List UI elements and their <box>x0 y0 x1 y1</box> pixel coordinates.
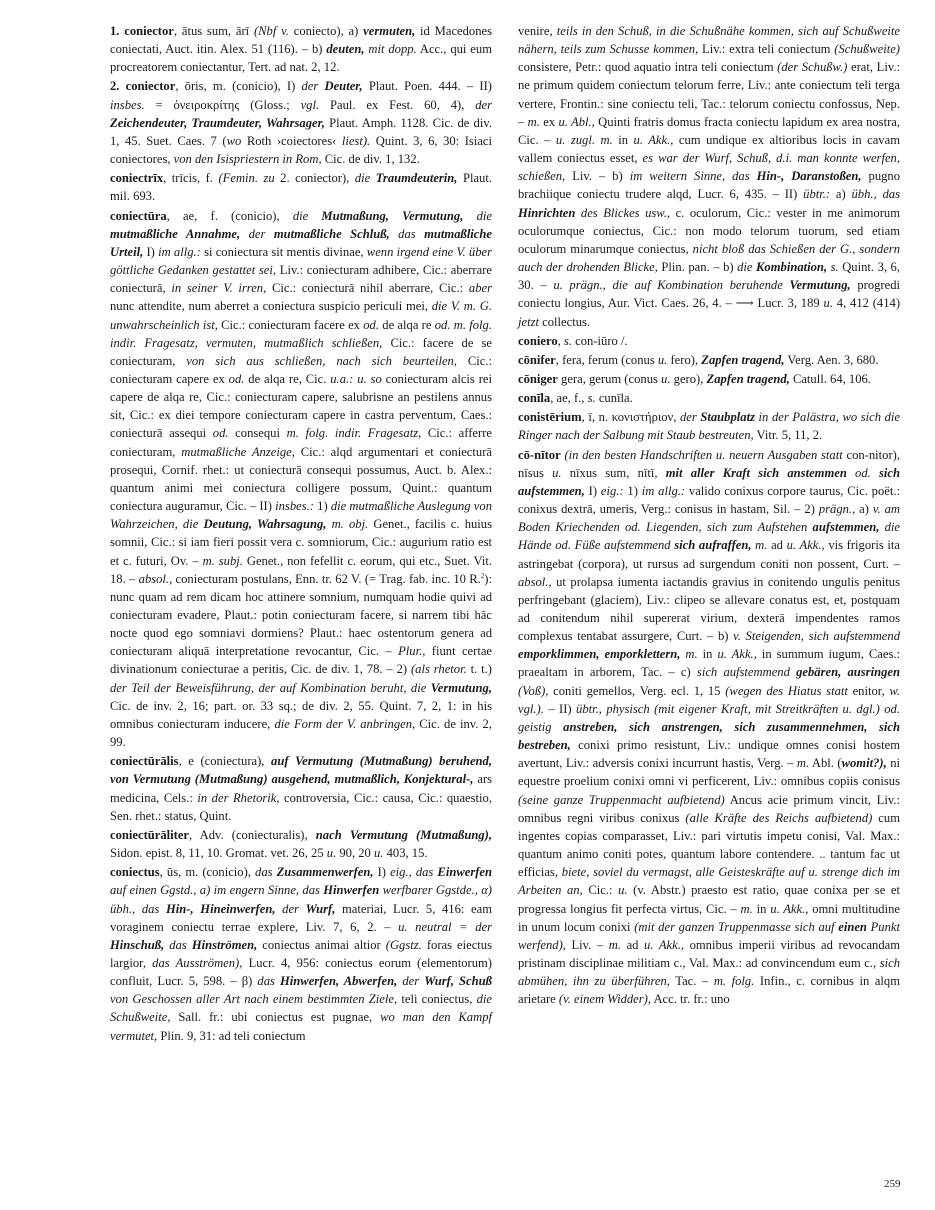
dictionary-entry <box>518 332 900 350</box>
dictionary-entry <box>518 370 900 388</box>
entry-lemma: conistērium <box>518 410 582 425</box>
entry-lemma: conīla <box>518 391 551 406</box>
entry-lemma: cōnifer <box>518 352 556 367</box>
dictionary-entry <box>518 446 900 1009</box>
entry-body: , ae, f., s. cunīla. <box>550 391 633 406</box>
entry-lemma: coniectūrāliter <box>110 827 190 842</box>
entry-body: , ōris, m. (conicio), I) der Deuter, Plaut. Poen. 444. – II) insbes. = ὀνειροκρίτης (Gloss.; vgl. Paul. ex Fest. 60, 4), der Zeichendeuter, Traumdeuter, Wahrsager, Plaut. Amph. 1128. Cic. de div. 1, 45. Suet. Caes. 7 (wo Roth ›coiectores‹ liest). Quint. 3, 6, 30: Isiaci coniectores, von den Isispriestern in Rom, Cic. de div. 1, 132. <box>110 79 492 167</box>
entry-lemma: cōniger <box>518 371 558 386</box>
entry-body: , ae, f. (conicio), die Mutmaßung, Vermutung, die mutmaßliche Annahme, der mutmaßliche Schluß, das mutmaßliche Urteil, I) im allg.: si coniectura sit mentis divinae, wenn irgend eine V. über göttliche Gedanken gestattet sei, Liv.: coniecturam adhibere, Cic.: aberrare coniecturā, in seiner V. irren, Cic.: coniecturā nihil aberrare, Cic.: aber nunc attendite, num aberret a coniectura suspicio periculi mei, die V. m. G. unwahrscheinlich ist, Cic.: coniecturam facere ex od. de alqa re od. m. folg. indir. Fragesatz, vermuten, mutmaßlich schließen, Cic.: facere de se coniecturam, von sich aus schließen, nach sich beurteilen, Cic.: coniecturam capere ex od. de alqa re, Cic. u.a.: u. so coniecturam alcis rei capere de alqa re, Cic.: coniecturam capere, salubrisne an pestilens annus sit, Cic.: ex diei tempore coniecturam capere in castra perventum, Caes.: coniecturā assequi od. consequi m. folg. indir. Fragesatz, Cic.: afferre coniecturam, mutmaßliche Anzeige, Cic.: alqd argumentari et coniecturā prosequi, Cornif. rhet.: ut coniecturā consequi possumus, Auct. b. Alex.: quantum animi mei coniectura colligere possum, Quint.: quantum coniectura auguramur, Cic. – II) insbes.: 1) die mutmaßliche Auslegung von Wahrzeichen, die Deutung, Wahrsagung, m. obj. Genet., facilis c. huius somnii, Cic.: si iam fieri possit vera c. somniorum, Cic.: augurium ratio est et c. futuri, Ov. – m. subj. Genet., non fefellit c. eorum, qui etc., Suet. Vit. 18. – absol., coniecturam postulans, Enn. tr. 62 V. (= Trag. fab. inc. 10 R.$^2$): nunc quam ad rem dicam hoc attinere somnium, numquam hodie quivi ad coniecturam evadere, Plaut.: potin coniecturam facere, si narrem tibi hāc nocte quod ego somniavi dormiens? Plaut.: haec ostentorum genera ad coniecturam aliquā interpretatione revocantur, Cic. – Plur., fiunt certae divinationum coniecturae a peritis, Cic. de div. 1, 78. – 2) (als rhetor. t. t.) der Teil der Beweisführung, der auf Kombination beruht, die Vermutung, Cic. de inv. 2, 16; part. or. 33 sq.; de div. 2, 55. Quint. 7, 2, 1: in his omnibus coniecturam inducere, die Form der V. anbringen, Cic. de inv. 2, 99. <box>110 208 493 750</box>
dictionary-entry <box>110 207 492 752</box>
dictionary-entry <box>110 169 492 205</box>
entry-lemma: coniectrīx <box>110 171 164 186</box>
entry-body: gera, gerum (conus u. gero), Zapfen tragend, Catull. 64, 106. <box>557 371 871 386</box>
left-column <box>110 22 492 1046</box>
dictionary-entry <box>110 22 492 76</box>
entry-body: , fera, ferum (conus u. fero), Zapfen tragend, Verg. Aen. 3, 680. <box>555 352 879 367</box>
entry-body: , trīcis, f. (Femin. zu 2. coniector), die Traumdeuterin, Plaut. mil. 693. <box>110 171 492 204</box>
dictionary-entry <box>518 408 900 444</box>
entry-body: , s. con-iūro /. <box>557 333 628 348</box>
dictionary-entry <box>110 863 492 1045</box>
page-number: 259 <box>884 1178 901 1190</box>
entry-body: , ūs, m. (conicio), das Zusammenwerfen, I) eig., das Einwerfen auf einen Ggstd., a) im engern Sinne, das Hinwerfen werfbarer Ggstde., α) übh., das Hin-, Hineinwerfen, der Wurf, materiai, Lucr. 5, 416: eam voraginem coniectu terrae explere, Liv. 7, 6, 2. – u. neutral = der Hinschuß, das Hinströmen, coniectus animai altior (Ggstz. foras eiectus largior, das Ausströmen), Lucr. 4, 956: coniectus eorum (elementorum) confluit, Lucr. 5, 598. – β) das Hinwerfen, Abwerfen, der Wurf, Schuß von Geschossen aller Art nach einem bestimmten Ziele, teli coniectus, die Schußweite, Sall. fr.: ubi coniectus est pugnae, wo man den Kampf vermutet, Plin. 9, 31: ad teli coniectum <box>110 865 493 1043</box>
entry-lemma: 2. coniector <box>110 79 176 94</box>
dictionary-entry <box>518 389 900 407</box>
dictionary-entry <box>110 752 492 825</box>
entry-body: , e (coniectura), auf Vermutung (Mutmaßung) beruhend, von Vermutung (Mutmaßung) ausgehend, mutmaßlich, Konjektural-, ars medicina, Cels.: in der Rhetorik, controversia, Cic.: causa, Cic.: quaestio, Sen. rhet.: status, Quint. <box>110 754 492 823</box>
dictionary-entry <box>518 22 900 331</box>
entry-body: , Adv. (coniecturalis), nach Vermutung (Mutmaßung), Sidon. epist. 8, 11, 10. Gromat. vet. 26, 25 u. 90, 20 u. 403, 15. <box>110 827 492 861</box>
entry-lemma: coniectūra <box>110 208 167 223</box>
dictionary-entry <box>110 77 492 168</box>
entry-lemma: coniero <box>518 333 558 348</box>
entry-body: venire, teils in den Schuß, in die Schußnähe kommen, sich auf Schußweite nähern, teils zum Schusse kommen, Liv.: extra teli coniectum (Schußweite) consistere, Petr.: quod aquatio intra teli coniectum (der Schußw.) erat, Liv.: ne primum quidem coniectum telorum ferre, Liv.: ante coniectum teli terga vertere, Frontin.: sine coniectu teli, Tac.: telorum coniectu confossus, Nep. – m. ex u. Abl., Quinti fratris domus fracta coniectu lapidum ex area nostra, Cic. – u. zugl. m. in u. Akk., cum undique ex altioribus locis in cavam vallem coniectus esset, es war der Wurf, Schuß, d.i. man konnte werfen, schießen, Liv. – b) im weitern Sinne, das Hin-, Daranstoßen, pugno brachiique coniectu trudere alqd, Lucr. 6, 435. – II) übtr.: a) übh., das Hinrichten des Blickes usw., c. oculorum, Cic.: vester in me animorum oculorumque coniectus, Cic.: non modo telorum tuorum, sed etiam oculorum minarumque coniectus, nicht bloß das Schießen der G., sondern auch der drohenden Blicke, Plin. pan. – b) die Kombination, s. Quint. 3, 6, 30. – u. prägn., die auf Kombination beruhende Vermutung, progredi coniectu longius, Aur. Vict. Caes. 26, 4. – ⟶ Lucr. 3, 189 u. 4, 412 (414) jetzt collectus. <box>518 24 901 329</box>
entry-body: , ī, n. κονιστήριον, der Staubplatz in der Palästra, wo sich die Ringer nach der Salbung mit Staub bestreuten, Vitr. 5, 11, 2. <box>518 410 901 443</box>
dictionary-entry <box>110 826 492 862</box>
dictionary-entry <box>518 351 900 369</box>
entry-lemma: cō-nītor <box>518 447 561 462</box>
entry-lemma: 1. coniector <box>110 24 174 38</box>
entry-body: (in den besten Handschriften u. neuern Ausgaben statt con-nitor), nīsus u. nīxus sum, nītī, mit aller Kraft sich anstemmen od. sich aufstemmen, I) eig.: 1) im allg.: valido conixus corpore taurus, Cic. poët.: conixus dextrā, umeris, Verg.: conisus in hastam, Sil. – 2) prägn., a) v. am Boden Kriechenden od. Liegenden, sich zum Aufstehen aufstemmen, die Hände od. Füße aufstemmend sich aufraffen, m. ad u. Akk., vis frigoris ita astringebat (corpora), ut rursus ad surgendum coniti non possent, Curt. – absol., ut prolapsa iumenta iactandis gravius in conitendo ungulis penitus perfringebant (glaciem), Liv.: clipeo se allevare conatus est, et, postquam ad conitendum nihil supererat virium, dexterā impendentes ramos complexus tentabat assurgere, Curt. – b) v. Steigenden, sich aufstemmend emporklimmen, emporklettern, m. in u. Akk., in summum iugum, Caes.: praealtam in arborem, Tac. – c) sich aufstemmend gebären, ausringen (Voß), coniti gemellos, Verg. ecl. 1, 15 (wegen des Hiatus statt enitor, w. vgl.). – II) übtr., physisch (mit eigener Kraft, mit Streitkräften u. dgl.) od. geistig anstreben, sich anstrengen, sich zusammennehmen, sich bestreben, conixi primo resistunt, Liv.: undique omnes conisi hostem avertunt, Liv.: adversis conixi incurrunt hastis, Verg. – m. Abl. (womit?), ni equestre proelium conixi omni vi perficerent, Liv.: omnibus copiis conisus (seine ganze Truppenmacht aufbietend) Ancus acie primum vincit, Liv.: omnibus regni viribus conixus (alle Kräfte des Reichs aufbietend) cum ingentes copias comparasset, Liv.: pari virtutis impetu conisi, Val. Max.: quantum animo coniti potes, quantum labore contendere. .. tantum fac ut efficias, biete, soviel du vermagst, alle Geisteskräfte auf u. strenge dich im Arbeiten an, Cic.: u. (v. Abstr.) praesto est ratio, quae conixa per se et progressa longius fit perfecta virtus, Cic. – m. in u. Akk., omni multitudine in unum locum conixi (mit der ganzen Truppenmasse sich auf einen Punkt werfend), Liv. – m. ad u. Akk., omnibus imperii viribus ad revocandam pristinam disciplinae militiam c., Val. Max.: ad convincendum eum c., sich abmühen, ihn zu überführen, Tac. – m. folg. Infin., c. cornibus in alqm arietare (v. einem Widder), Acc. tr. fr.: uno <box>518 447 901 1007</box>
right-column <box>518 22 900 1009</box>
entry-lemma: coniectūrālis <box>110 754 179 769</box>
entry-body: , ātus sum, ārī (Nbf v. coniecto), a) vermuten, id Macedones coniectati, Auct. itin. Alex. 51 (116). – b) deuten, mit dopp. Acc., qui eum procreatorem coniectantur, Tert. ad nat. 2, 12. <box>110 24 493 75</box>
entry-lemma: coniectus <box>110 865 160 880</box>
